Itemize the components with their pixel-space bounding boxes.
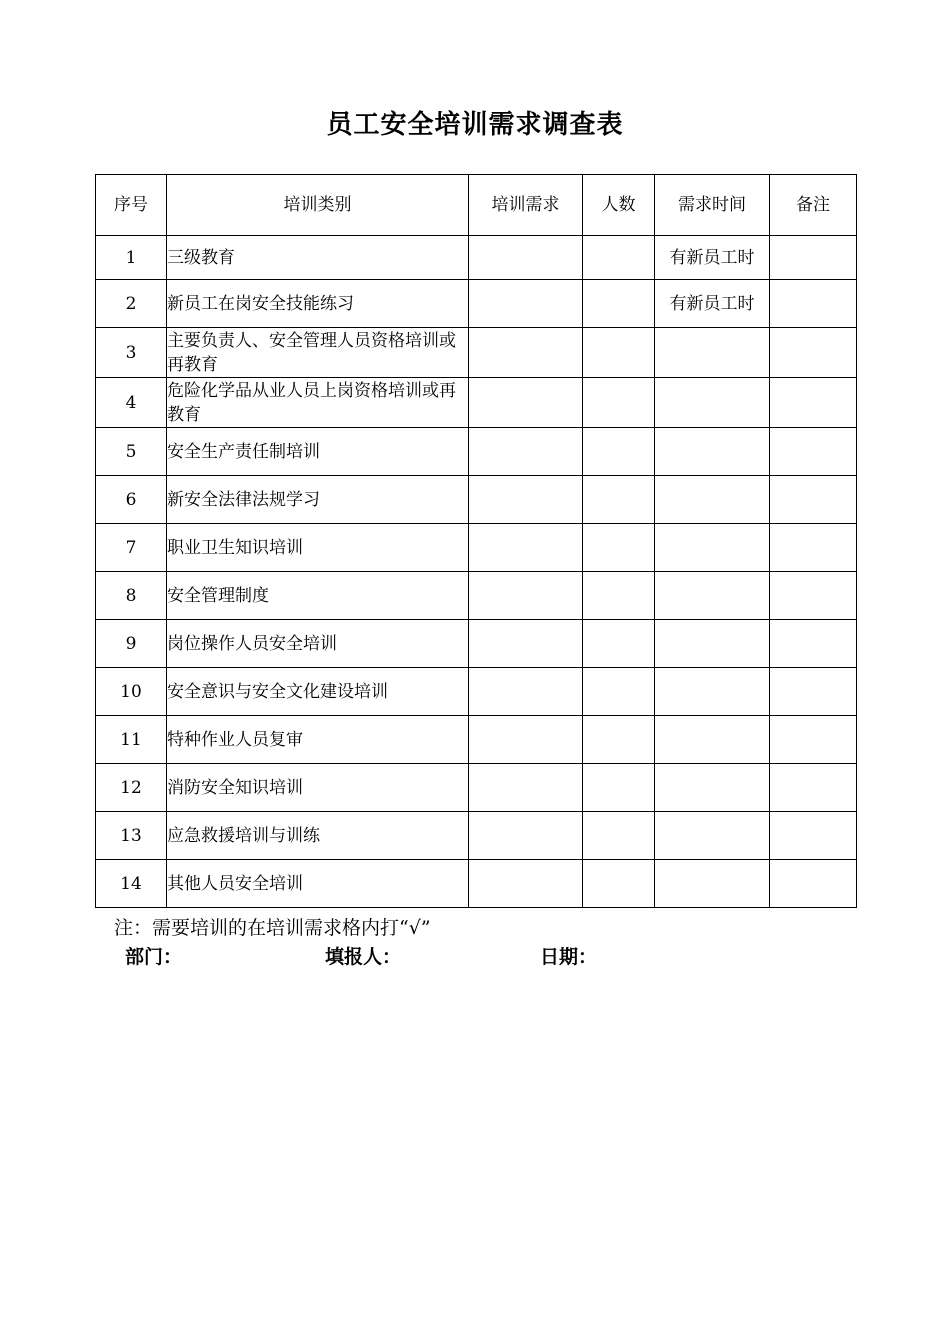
header-category: 培训类别 xyxy=(167,175,469,236)
cell-need[interactable] xyxy=(469,328,583,378)
cell-time xyxy=(655,476,770,524)
cell-category: 安全管理制度 xyxy=(167,572,469,620)
header-remark: 备注 xyxy=(770,175,857,236)
cell-no: 4 xyxy=(96,378,167,428)
cell-need[interactable] xyxy=(469,764,583,812)
cell-count[interactable] xyxy=(583,378,655,428)
header-time: 需求时间 xyxy=(655,175,770,236)
cell-count[interactable] xyxy=(583,428,655,476)
cell-count[interactable] xyxy=(583,860,655,908)
cell-category: 主要负责人、安全管理人员资格培训或再教育 xyxy=(167,328,469,378)
cell-count[interactable] xyxy=(583,620,655,668)
cell-no: 10 xyxy=(96,668,167,716)
cell-need[interactable] xyxy=(469,428,583,476)
filler-label: 填报人： xyxy=(325,946,402,968)
cell-need[interactable] xyxy=(469,524,583,572)
cell-category: 职业卫生知识培训 xyxy=(167,524,469,572)
cell-category: 安全生产责任制培训 xyxy=(167,428,469,476)
cell-no: 5 xyxy=(96,428,167,476)
cell-time xyxy=(655,428,770,476)
cell-category: 岗位操作人员安全培训 xyxy=(167,620,469,668)
table-note: 注：需要培训的在培训需求格内打“√” xyxy=(114,917,431,939)
department-label: 部门： xyxy=(125,946,183,968)
table-row xyxy=(96,620,857,668)
table-row xyxy=(96,572,857,620)
cell-count[interactable] xyxy=(583,476,655,524)
cell-remark[interactable] xyxy=(770,812,857,860)
table-row xyxy=(96,428,857,476)
table-row xyxy=(96,524,857,572)
cell-remark[interactable] xyxy=(770,378,857,428)
cell-remark[interactable] xyxy=(770,476,857,524)
cell-no: 1 xyxy=(96,236,167,280)
cell-count[interactable] xyxy=(583,280,655,328)
cell-remark[interactable] xyxy=(770,620,857,668)
table-row xyxy=(96,476,857,524)
cell-category: 安全意识与安全文化建设培训 xyxy=(167,668,469,716)
cell-count[interactable] xyxy=(583,812,655,860)
cell-time xyxy=(655,764,770,812)
cell-time xyxy=(655,378,770,428)
cell-remark[interactable] xyxy=(770,428,857,476)
cell-need[interactable] xyxy=(469,572,583,620)
table-row xyxy=(96,812,857,860)
cell-time xyxy=(655,812,770,860)
cell-need[interactable] xyxy=(469,280,583,328)
cell-count[interactable] xyxy=(583,668,655,716)
table-row xyxy=(96,860,857,908)
cell-category: 新安全法律法规学习 xyxy=(167,476,469,524)
table-header-row xyxy=(96,175,857,236)
cell-need[interactable] xyxy=(469,716,583,764)
cell-time xyxy=(655,860,770,908)
cell-category: 特种作业人员复审 xyxy=(167,716,469,764)
table-row xyxy=(96,764,857,812)
cell-no: 3 xyxy=(96,328,167,378)
cell-remark[interactable] xyxy=(770,716,857,764)
cell-count[interactable] xyxy=(583,572,655,620)
cell-no: 12 xyxy=(96,764,167,812)
cell-remark[interactable] xyxy=(770,280,857,328)
cell-remark[interactable] xyxy=(770,860,857,908)
page-title: 员工安全培训需求调查表 xyxy=(326,110,624,140)
cell-need[interactable] xyxy=(469,668,583,716)
cell-no: 9 xyxy=(96,620,167,668)
cell-time xyxy=(655,620,770,668)
cell-count[interactable] xyxy=(583,328,655,378)
cell-category: 三级教育 xyxy=(167,236,469,280)
table-row xyxy=(96,378,857,428)
cell-no: 6 xyxy=(96,476,167,524)
training-survey-table xyxy=(95,174,857,908)
cell-need[interactable] xyxy=(469,476,583,524)
header-count: 人数 xyxy=(583,175,655,236)
table-row xyxy=(96,328,857,378)
cell-remark[interactable] xyxy=(770,764,857,812)
cell-no: 13 xyxy=(96,812,167,860)
cell-no: 8 xyxy=(96,572,167,620)
cell-category: 应急救援培训与训练 xyxy=(167,812,469,860)
header-no: 序号 xyxy=(96,175,167,236)
form-footer xyxy=(0,942,950,968)
cell-category: 其他人员安全培训 xyxy=(167,860,469,908)
cell-count[interactable] xyxy=(583,764,655,812)
cell-remark[interactable] xyxy=(770,524,857,572)
cell-need[interactable] xyxy=(469,236,583,280)
table-row xyxy=(96,668,857,716)
cell-category: 消防安全知识培训 xyxy=(167,764,469,812)
cell-no: 14 xyxy=(96,860,167,908)
table-row xyxy=(96,716,857,764)
cell-time: 有新员工时 xyxy=(655,236,770,280)
table-row xyxy=(96,280,857,328)
date-label: 日期： xyxy=(540,946,598,968)
cell-no: 7 xyxy=(96,524,167,572)
cell-category: 新员工在岗安全技能练习 xyxy=(167,280,469,328)
cell-count[interactable] xyxy=(583,236,655,280)
cell-remark[interactable] xyxy=(770,236,857,280)
cell-time xyxy=(655,328,770,378)
cell-no: 2 xyxy=(96,280,167,328)
cell-remark[interactable] xyxy=(770,328,857,378)
cell-need[interactable] xyxy=(469,860,583,908)
cell-remark[interactable] xyxy=(770,572,857,620)
cell-category: 危险化学品从业人员上岗资格培训或再教育 xyxy=(167,378,469,428)
cell-no: 11 xyxy=(96,716,167,764)
cell-count[interactable] xyxy=(583,716,655,764)
cell-need[interactable] xyxy=(469,378,583,428)
cell-time xyxy=(655,716,770,764)
cell-time xyxy=(655,572,770,620)
cell-time xyxy=(655,668,770,716)
cell-remark[interactable] xyxy=(770,668,857,716)
header-need: 培训需求 xyxy=(469,175,583,236)
cell-time xyxy=(655,524,770,572)
cell-time: 有新员工时 xyxy=(655,280,770,328)
cell-need[interactable] xyxy=(469,620,583,668)
cell-need[interactable] xyxy=(469,812,583,860)
table-row xyxy=(96,236,857,280)
cell-count[interactable] xyxy=(583,524,655,572)
